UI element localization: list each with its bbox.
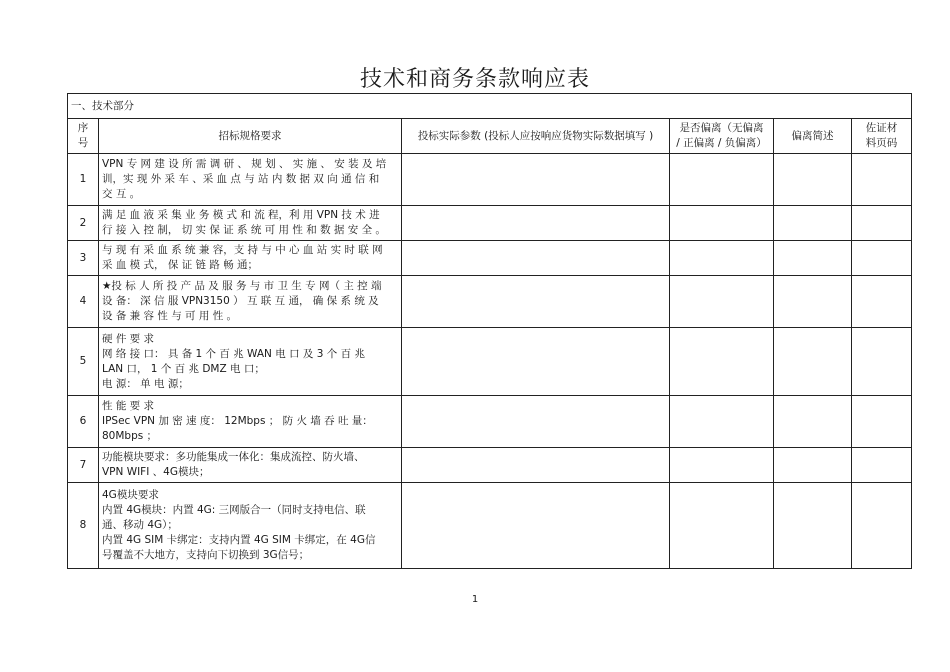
section-title: 一、技术部分 bbox=[68, 94, 912, 119]
row-page-cell[interactable] bbox=[852, 448, 912, 483]
row-actual-cell[interactable] bbox=[402, 396, 670, 448]
row-brief-cell[interactable] bbox=[774, 276, 852, 328]
row-requirement: 功能模块要求：多功能集成一体化：集成流控、防火墙、 VPN WIFI 、4G模块； bbox=[99, 448, 402, 483]
row-actual-cell[interactable] bbox=[402, 483, 670, 569]
header-brief: 偏离简述 bbox=[774, 119, 852, 154]
row-page-cell[interactable] bbox=[852, 206, 912, 241]
table-row bbox=[68, 241, 912, 276]
row-page-cell[interactable] bbox=[852, 154, 912, 206]
row-requirement: ★投 标 人 所 投 产 品 及 服 务 与 市 卫 生 专 网（ 主 控 端 设 备： 深 信 服 VPN3150 ） 互 联 互 通， 确 保 系 统 及 设 备 兼 容 性 与 可 用 性 。 bbox=[99, 276, 402, 328]
row-number: 6 bbox=[68, 396, 99, 448]
row-deviation-cell[interactable] bbox=[670, 396, 774, 448]
row-number: 8 bbox=[68, 483, 99, 569]
row-actual-cell[interactable] bbox=[402, 241, 670, 276]
row-number: 5 bbox=[68, 328, 99, 396]
page-number: 1 bbox=[471, 594, 479, 605]
row-number: 4 bbox=[68, 276, 99, 328]
row-deviation-cell[interactable] bbox=[670, 206, 774, 241]
header-actual: 投标实际参数 (投标人应按响应货物实际数据填写 ) bbox=[402, 119, 670, 154]
row-page-cell[interactable] bbox=[852, 396, 912, 448]
row-page-cell[interactable] bbox=[852, 276, 912, 328]
header-requirement: 招标规格要求 bbox=[99, 119, 402, 154]
table-row bbox=[68, 328, 912, 396]
row-page-cell[interactable] bbox=[852, 241, 912, 276]
row-actual-cell[interactable] bbox=[402, 206, 670, 241]
header-seq: 序 号 bbox=[68, 119, 99, 154]
row-actual-cell[interactable] bbox=[402, 154, 670, 206]
row-deviation-cell[interactable] bbox=[670, 328, 774, 396]
header-row bbox=[68, 119, 912, 154]
section-row bbox=[68, 94, 912, 119]
header-page: 佐证材 料页码 bbox=[852, 119, 912, 154]
row-brief-cell[interactable] bbox=[774, 241, 852, 276]
response-table bbox=[67, 93, 912, 569]
document-title: 技术和商务条款响应表 bbox=[359, 67, 590, 92]
table-row bbox=[68, 276, 912, 328]
row-requirement: 满 足 血 液 采 集 业 务 模 式 和 流 程，利 用 VPN 技 术 进 行 接 入 控 制， 切 实 保 证 系 统 可 用 性 和 数 据 安 全 。 bbox=[99, 206, 402, 241]
row-brief-cell[interactable] bbox=[774, 396, 852, 448]
row-number: 3 bbox=[68, 241, 99, 276]
row-brief-cell[interactable] bbox=[774, 328, 852, 396]
row-page-cell[interactable] bbox=[852, 328, 912, 396]
row-requirement: 性 能 要 求 IPSec VPN 加 密 速 度： 12Mbps ； 防 火 墙 吞 吐 量： 80Mbps ； bbox=[99, 396, 402, 448]
row-brief-cell[interactable] bbox=[774, 154, 852, 206]
table-row bbox=[68, 483, 912, 569]
row-actual-cell[interactable] bbox=[402, 448, 670, 483]
row-number: 1 bbox=[68, 154, 99, 206]
row-deviation-cell[interactable] bbox=[670, 241, 774, 276]
row-deviation-cell[interactable] bbox=[670, 448, 774, 483]
header-deviation: 是否偏离（无偏离 / 正偏离 / 负偏离） bbox=[670, 119, 774, 154]
row-brief-cell[interactable] bbox=[774, 206, 852, 241]
row-number: 2 bbox=[68, 206, 99, 241]
row-brief-cell[interactable] bbox=[774, 483, 852, 569]
row-requirement: 硬 件 要 求 网 络 接 口： 具 备 1 个 百 兆 WAN 电 口 及 3 个 百 兆 LAN 口， 1 个 百 兆 DMZ 电 口； 电 源： 单 电 源； bbox=[99, 328, 402, 396]
row-requirement: 与 现 有 采 血 系 统 兼 容，支 持 与 中 心 血 站 实 时 联 网 采 血 模 式， 保 证 链 路 畅 通； bbox=[99, 241, 402, 276]
table-row bbox=[68, 448, 912, 483]
row-requirement: 4G模块要求 内置 4G模块：内置 4G: 三网版合一（同时支持电信、联 通、移动 4G）； 内置 4G SIM 卡绑定：支持内置 4G SIM 卡绑定，在 4G信 号覆盖不大地方，支持向下切换到 3G信号； bbox=[99, 483, 402, 569]
row-number: 7 bbox=[68, 448, 99, 483]
row-page-cell[interactable] bbox=[852, 483, 912, 569]
row-actual-cell[interactable] bbox=[402, 276, 670, 328]
row-deviation-cell[interactable] bbox=[670, 154, 774, 206]
table-row bbox=[68, 396, 912, 448]
row-brief-cell[interactable] bbox=[774, 448, 852, 483]
row-deviation-cell[interactable] bbox=[670, 276, 774, 328]
table-row bbox=[68, 206, 912, 241]
table-row bbox=[68, 154, 912, 206]
row-actual-cell[interactable] bbox=[402, 328, 670, 396]
row-deviation-cell[interactable] bbox=[670, 483, 774, 569]
row-requirement: VPN 专 网 建 设 所 需 调 研 、 规 划 、 实 施 、 安 装 及 培 训，实 现 外 采 车 、采 血 点 与 站 内 数 据 双 向 通 信 和 交 互 。 bbox=[99, 154, 402, 206]
